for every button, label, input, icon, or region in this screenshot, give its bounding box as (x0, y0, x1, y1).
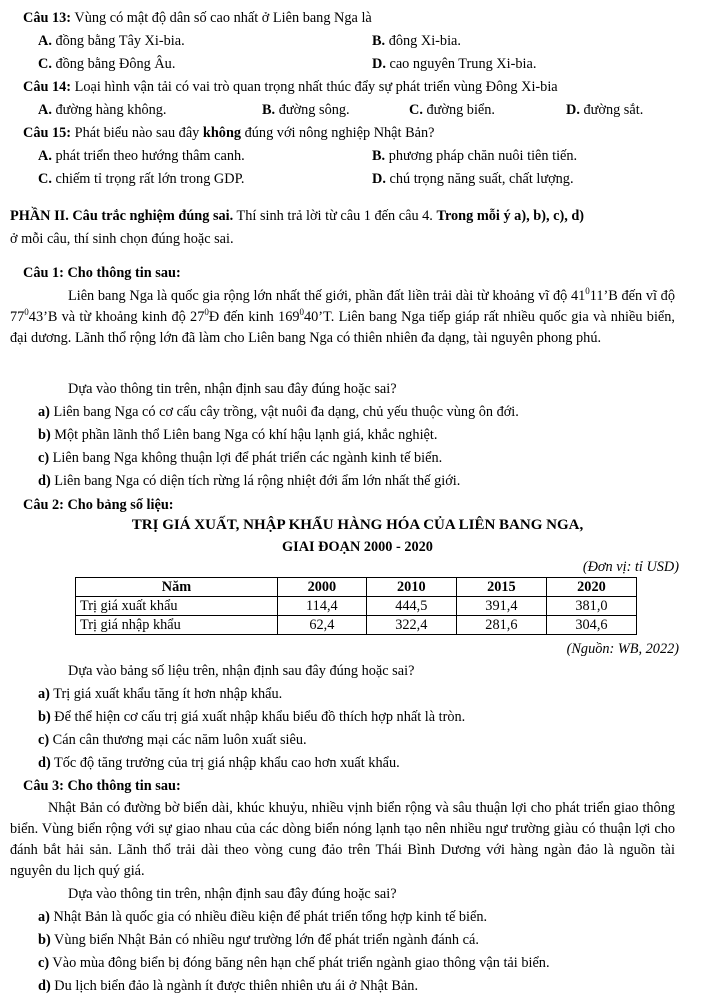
option-text: đường sông. (275, 102, 350, 118)
option-text: phát triển theo hướng thâm canh. (51, 148, 245, 164)
item-text: Tốc độ tăng trưởng của trị giá nhập khẩu cao hơn xuất khẩu. (50, 755, 400, 771)
table-cell: 281,6 (456, 616, 546, 635)
table-subtitle: GIAI ĐOẠN 2000 - 2020 (282, 539, 433, 555)
item-text: Trị giá xuất khẩu tăng ít hơn nhập khẩu. (49, 686, 283, 702)
c1-item-b[interactable] (38, 426, 437, 444)
c1-text-b: 11’B đến vĩ độ 77 (10, 288, 675, 325)
c2-title: Câu 2: Cho bảng số liệu: (23, 497, 174, 513)
c1-text-e: 40’T. Liên bang Nga tiếp giáp rất nhiều quốc gia và nhiều biển, đại dương. Lãnh thổ rộng lớn đã làm cho Liên bang Nga có thiên nhiên đa dạng, tài nguyên phong phú. (10, 309, 675, 346)
c3-item-b[interactable] (38, 931, 479, 949)
option-text: đồng bằng Tây Xi-bia. (51, 33, 185, 49)
table-header-row (76, 578, 637, 597)
item-text: Một phần lãnh thổ Liên bang Nga có khí hậu lạnh giá, khắc nghiệt. (50, 427, 438, 443)
q13-label: Câu 13: (23, 10, 72, 26)
c1-text-c: 43’B và từ khoảng kinh độ 27 (28, 309, 205, 325)
table-row (76, 616, 637, 635)
q15-option-a[interactable] (38, 147, 245, 165)
header-cell: 2000 (277, 578, 366, 597)
table-cell: 391,4 (456, 597, 546, 616)
option-key: A. (38, 102, 52, 118)
item-key: c) (38, 450, 50, 466)
q14-text: Loại hình vận tải có vai trò quan trọng nhất thúc đẩy sự phát triển vùng Đông Xi-bia (71, 79, 558, 95)
option-key: A. (38, 33, 52, 49)
item-text: Liên bang Nga có cơ cấu cây trồng, vật nuôi đa dạng, chủ yếu thuộc vùng ôn đới. (49, 404, 519, 420)
q15-text: Phát biểu nào sau đây (71, 125, 203, 141)
degree-mark: 0 (24, 307, 29, 318)
header-cell: 2020 (546, 578, 636, 597)
option-text: chiếm tỉ trọng rất lớn trong GDP. (51, 171, 245, 187)
q14-option-b[interactable] (262, 101, 350, 119)
table-cell: 322,4 (366, 616, 456, 635)
c3-item-c[interactable] (38, 954, 550, 972)
c1-title: Câu 1: Cho thông tin sau: (23, 265, 181, 281)
trade-table (75, 577, 637, 635)
item-text: Để thể hiện cơ cấu trị giá xuất nhập khẩu biểu đồ thích hợp nhất là tròn. (50, 709, 466, 725)
c3-item-d[interactable] (38, 977, 418, 995)
q15-label: Câu 15: (23, 125, 72, 141)
q15-emphasis: không (202, 125, 242, 141)
option-text: đồng bằng Đông Âu. (51, 56, 176, 72)
option-key: C. (409, 102, 423, 118)
table-cell: 114,4 (277, 597, 366, 616)
c1-item-a[interactable] (38, 403, 519, 421)
q14-label: Câu 14: (23, 79, 72, 95)
c2-item-c[interactable] (38, 731, 307, 749)
item-key: c) (38, 955, 50, 971)
c1-item-d[interactable] (38, 472, 460, 490)
part2-heading-line (10, 207, 584, 225)
c3-prompt: Dựa vào thông tin trên, nhận định sau đây đúng hoặc sai? (68, 886, 397, 902)
item-key: a) (38, 686, 50, 702)
q14-option-a[interactable] (38, 101, 167, 119)
table-cell: 381,0 (546, 597, 636, 616)
option-text: chú trọng năng suất, chất lượng. (385, 171, 574, 187)
c1-item-c[interactable] (38, 449, 442, 467)
c3-item-a[interactable] (38, 908, 487, 926)
option-key: B. (372, 33, 386, 49)
q15-option-c[interactable] (38, 170, 245, 188)
item-key: d) (38, 978, 51, 994)
item-text: Vào mùa đông biển bị đóng băng nên hạn chế phát triển ngành giao thông vận tải biển. (49, 955, 550, 971)
c1-text-d: Đ đến kinh 169 (208, 309, 300, 325)
option-text: cao nguyên Trung Xi-bia. (385, 56, 537, 72)
item-text: Liên bang Nga có diện tích rừng lá rộng nhiệt đới ẩm lớn nhất thế giới. (50, 473, 461, 489)
item-key: b) (38, 709, 51, 725)
option-key: C. (38, 56, 52, 72)
c3-title: Câu 3: Cho thông tin sau: (23, 778, 181, 794)
item-text: Cán cân thương mại các năm luôn xuất siêu. (49, 732, 307, 748)
option-key: B. (262, 102, 276, 118)
part2-instruction-bold: Trong mỗi ý a), b), c), d) (436, 208, 585, 224)
option-key: D. (372, 56, 386, 72)
q13-stem (23, 9, 372, 27)
q13-text: Vùng có mật độ dân số cao nhất ở Liên bang Nga là (71, 10, 372, 26)
part2-heading: PHẦN II. Câu trắc nghiệm đúng sai. (10, 208, 234, 224)
item-text: Nhật Bản là quốc gia có nhiều điều kiện để phát triển tổng hợp kinh tế biển. (49, 909, 488, 925)
item-text: Du lịch biển đảo là ngành ít được thiên nhiên ưu ái ở Nhật Bản. (50, 978, 419, 994)
item-key: d) (38, 755, 51, 771)
q15-text-end: đúng với nông nghiệp Nhật Bản? (241, 125, 435, 141)
table-row (76, 597, 637, 616)
q13-option-c[interactable] (38, 55, 175, 73)
c2-prompt: Dựa vào bảng số liệu trên, nhận định sau đây đúng hoặc sai? (68, 663, 415, 679)
degree-mark: 0 (585, 286, 590, 297)
item-key: a) (38, 909, 50, 925)
option-text: đường hàng không. (51, 102, 167, 118)
item-key: a) (38, 404, 50, 420)
option-key: C. (38, 171, 52, 187)
q13-option-d[interactable] (372, 55, 536, 73)
c1-text-a: Liên bang Nga là quốc gia rộng lớn nhất thế giới, phần đất liền trải dài từ khoảng vĩ độ 41 (68, 288, 586, 304)
header-cell: Năm (76, 578, 278, 597)
option-text: đường biển. (422, 102, 495, 118)
q15-stem (23, 124, 434, 142)
degree-mark: 0 (204, 307, 209, 318)
option-key: A. (38, 148, 52, 164)
item-key: d) (38, 473, 51, 489)
table-unit: (Đơn vị: tỉ USD) (582, 559, 679, 575)
option-text: đường sắt. (579, 102, 644, 118)
option-key: B. (372, 148, 386, 164)
c2-item-d[interactable] (38, 754, 400, 772)
c1-paragraph (10, 286, 675, 349)
q13-option-b[interactable] (372, 32, 461, 50)
option-key: D. (566, 102, 580, 118)
item-key: c) (38, 732, 50, 748)
c2-item-a[interactable] (38, 685, 282, 703)
q14-stem (23, 78, 558, 96)
q14-option-c[interactable] (409, 101, 495, 119)
q13-option-a[interactable] (38, 32, 185, 50)
part2-instruction: Thí sinh trả lời từ câu 1 đến câu 4. (233, 208, 437, 224)
table-source: (Nguồn: WB, 2022) (566, 641, 679, 657)
option-text: phương pháp chăn nuôi tiên tiến. (385, 148, 578, 164)
option-text: đông Xi-bia. (385, 33, 461, 49)
table-cell: 444,5 (366, 597, 456, 616)
header-cell: 2015 (456, 578, 546, 597)
item-text: Vùng biển Nhật Bản có nhiều ngư trường lớn để phát triển ngành đánh cá. (50, 932, 479, 948)
header-cell: 2010 (366, 578, 456, 597)
item-key: b) (38, 427, 51, 443)
table-title: TRỊ GIÁ XUẤT, NHẬP KHẨU HÀNG HÓA CỦA LIÊN BANG NGA, (131, 517, 584, 533)
c2-item-b[interactable] (38, 708, 465, 726)
q15-option-b[interactable] (372, 147, 577, 165)
item-text: Liên bang Nga không thuận lợi để phát triển các ngành kinh tế biển. (49, 450, 443, 466)
c1-prompt: Dựa vào thông tin trên, nhận định sau đây đúng hoặc sai? (68, 381, 397, 397)
row-label: Trị giá nhập khẩu (76, 616, 278, 635)
c3-paragraph: Nhật Bản có đường bờ biển dài, khúc khuỷu, nhiều vịnh biển rộng và sâu thuận lợi cho phát triển giao thông biển. Vùng biển rộng với sự giao nhau của các dòng biển nóng lạnh tạo nên nhiều ngư trường giàu có thuận lợi cho đánh bắt hải sản. Lãnh thổ trải dài theo vòng cung đảo trên Thái Bình Dương với hàng ngàn đảo là nguồn tài nguyên du lịch quý giá. (10, 800, 675, 879)
option-key: D. (372, 171, 386, 187)
q14-option-d[interactable] (566, 101, 643, 119)
item-key: b) (38, 932, 51, 948)
part2-instruction-line-2: ở mỗi câu, thí sinh chọn đúng hoặc sai. (10, 231, 234, 247)
q15-option-d[interactable] (372, 170, 574, 188)
degree-mark: 0 (299, 307, 304, 318)
table-cell: 62,4 (277, 616, 366, 635)
row-label: Trị giá xuất khẩu (76, 597, 278, 616)
table-cell: 304,6 (546, 616, 636, 635)
